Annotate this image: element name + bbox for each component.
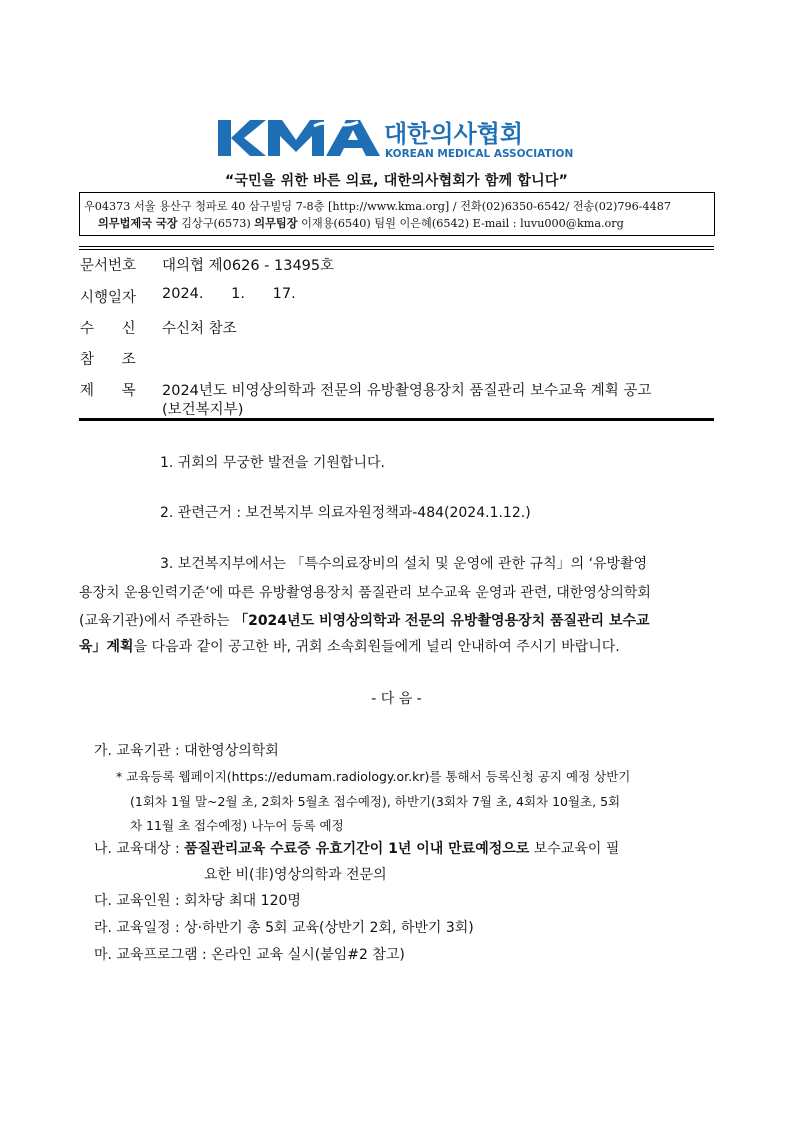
item-ga: 가. 교육기관 : 대한영상의학회	[94, 743, 279, 759]
item-ma: 마. 교육프로그램 : 온라인 교육 실시(붙임#2 참고)	[94, 947, 405, 963]
doc-date-label: 시행일자	[80, 290, 137, 306]
org-name-en: KOREAN MEDICAL ASSOCIATION	[385, 148, 574, 160]
p3-line3-bold: 「2024년도 비영상의학과 전문의 유방촬영용장치 품질관리 보수교	[234, 613, 650, 629]
contact-line	[98, 215, 624, 231]
item-na	[94, 838, 619, 858]
kma-logo	[218, 116, 578, 160]
p3-line4-bold: 육」계획	[79, 639, 134, 655]
p3-line3-plain: (교육기관)에서 주관하는	[79, 613, 235, 629]
doc-subject-line1: 2024년도 비영상의학과 전문의 유방촬영용장치 품질관리 보수교육 계획 공고	[162, 383, 652, 399]
org-name-ko: 대한의사협회	[384, 120, 524, 148]
paragraph-3-line1: 3. 보건복지부에서는 「특수의료장비의 설치 및 운영에 관한 규칙」의 ‘유방촬영	[160, 556, 648, 572]
paragraph-3-line4	[79, 636, 620, 656]
section-divider: - 다 음 -	[371, 691, 422, 707]
item-da: 다. 교육인원 : 회차당 최대 120명	[94, 893, 301, 909]
paragraph-3-line3	[79, 610, 650, 630]
doc-recipient-row	[80, 317, 237, 338]
doc-subject-row	[80, 379, 652, 418]
team-title: 의무팀장	[254, 217, 298, 230]
doc-date-row	[80, 286, 296, 307]
item-na-tail: 보수교육이 필	[529, 841, 620, 857]
header-rule-bottom	[79, 418, 714, 421]
doc-number-value: 대의협 제0626 - 13495호	[162, 258, 335, 274]
doc-recipient-value: 수신처 참조	[162, 321, 237, 337]
doc-ref-label: 참 조	[80, 352, 136, 368]
doc-ref-row	[80, 348, 162, 369]
logo-text: KMA	[218, 116, 221, 117]
paragraph-1: 1. 귀회의 무궁한 발전을 기원합니다.	[160, 455, 385, 471]
dept-head: 김상구(6573)	[181, 217, 251, 230]
doc-number-row	[80, 254, 335, 275]
doc-date-value: 2024. 1. 17.	[162, 286, 296, 302]
paragraph-2: 2. 관련근거 : 보건복지부 의료자원정책과-484(2024.1.12.)	[160, 505, 531, 521]
note-line3: 차 11월 초 접수예정) 나누어 등록 예정	[130, 818, 344, 833]
doc-subject-line2: (보건복지부)	[162, 402, 244, 418]
kma-logo-graphic	[218, 116, 578, 160]
note-line1: * 교육등록 웹페이지(https://edumam.radiology.or.kr)를 통해서 등록신청 공지 예정 상반기	[116, 769, 631, 784]
p3-line4-plain: 을 다음과 같이 공고한 바, 귀회 소속회원들에게 널리 안내하여 주시기 바랍니다.	[133, 639, 620, 655]
note-line2: (1회차 1월 말~2월 초, 2회차 5월초 접수예정), 하반기(3회차 7월 초, 4회차 10월초, 5회	[130, 794, 621, 809]
item-na-bold: 품질관리교육 수료증 유효기간이 1년 이내 만료예정으로	[184, 841, 530, 857]
item-na-label: 나. 교육대상 :	[94, 841, 185, 857]
doc-number-label: 문서번호	[80, 258, 137, 274]
item-ra: 라. 교육일정 : 상·하반기 총 5회 교육(상반기 2회, 하반기 3회)	[94, 920, 474, 936]
doc-recipient-label: 수 신	[80, 321, 136, 337]
item-na-line2: 요한 비(非)영상의학과 전문의	[204, 867, 387, 883]
doc-subject-label: 제 목	[80, 383, 136, 399]
team-head: 이재용(6540) 팀원 이은혜(6542) E-mail : luvu000@kma.org	[301, 217, 624, 230]
slogan: “국민을 위한 바른 의료, 대한의사협회가 함께 합니다”	[225, 173, 568, 189]
header-rule-top	[79, 246, 714, 250]
address-line: 우04373 서울 용산구 청파로 40 삼구빌딩 7-8층 [http://www.kma.org] / 전화(02)6350-6542/ 전송(02)796-4487	[84, 200, 671, 213]
paragraph-3-line2: 용장치 운용인력기준’에 따른 유방촬영용장치 품질관리 보수교육 운영과 관련, 대한영상의학회	[79, 585, 651, 601]
dept-title: 의무법제국 국장	[98, 217, 178, 230]
